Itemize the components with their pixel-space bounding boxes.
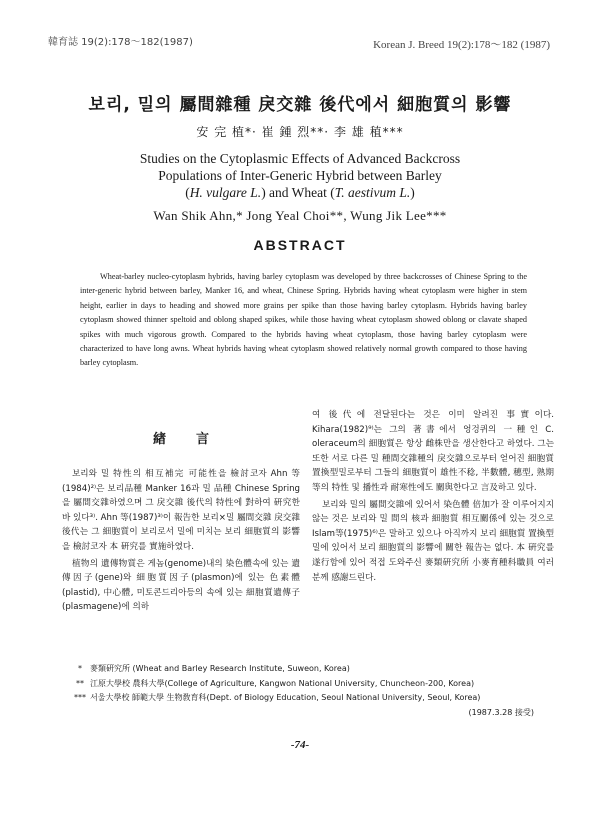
footnote-mark: *** — [74, 693, 86, 702]
footnote — [70, 691, 550, 706]
footnote-mark: * — [78, 664, 82, 673]
abstract-heading: ABSTRACT — [253, 237, 347, 253]
species-wheat: T. aestivum L. — [334, 185, 411, 200]
journal-header-english: Korean J. Breed 19(2):178～182 (1987) — [373, 39, 550, 51]
intro-paragraph: 여 後代에 전달된다는 것은 이미 알려진 事實이다. Kihara(1982)⁹⁾는 그의 著書에서 엉겅퀴의 一種인 C. oleraceum의 細胞質은 항상 雌株만을 생산한다고 하였다. 그는 또한 서로 다른 밀 種間交雜種의 戾交雜으로부터 얻어진 細胞質 置換型밀로부터 그들의 細胞質이 雄性不稔, 半數體, 穗型, 熟期等의 特性 및 播性과 耐寒性에도 關與한다고 言及하고 있다. — [312, 410, 554, 493]
title-and-wheat: ) and Wheat ( — [261, 185, 335, 200]
abstract-text: Wheat-barley nucleo-cytoplasm hybrids, having barley cytoplasm was developed by three backcrosses of Chinese Spring to the inter-generic hybrid between barley, Manker 16, and wheat, Chinese Spring. Hybrids having wheat cytoplasm were higher in stem height, earlier in days to heading and showed more grains per spike than those having barley cytoplasm. Hybrids having barley cytoplasm showed thinner speltoid and oblong shaped spikes, while those having wheat cytoplasm showed oblong or clavate shaped spikes with much vigorous growth. Compared to the hybrids having wheat cytoplasm, those having barley cytoplasm were characterized to have long awns. Wheat hybrids having wheat cytoplasm showed relatively normal growth compared to those having barley cytoplasm. — [80, 272, 527, 368]
footnote-mark: ** — [76, 678, 84, 688]
title-english-line-2: Populations of Inter-Generic Hybrid between Barley — [158, 168, 442, 183]
intro-left-column — [62, 428, 300, 617]
authors-english: Wan Shik Ahn,* Jong Yeal Choi**, Wung Jik Lee*** — [153, 208, 447, 223]
intro-paragraph: 보리와 밀의 屬間交雜에 있어서 染色體 倍加가 잘 이루어지지 않는 것은 보리와 밀 間의 核과 細胞質 相互關係에 있는 것으로 Islam等(1975)⁶⁾은 말하고 있으나 아직까지 보리 細胞質 置換型 밀에 있어서 보리 細胞質의 影響에 關한 報告는 없다. 本 硏究를 遂行함에 있어 적접 도와주신 麥類硏究所 小麥育種科職員 여러분께 感謝드린다. — [312, 499, 554, 583]
title-english-line-3 — [0, 184, 600, 201]
species-barley: H. vulgare L. — [189, 185, 262, 200]
title-paren-open: ( — [185, 185, 190, 200]
title-english-line-1: Studies on the Cytoplasmic Effects of Advanced Backcross — [139, 151, 461, 166]
journal-header-korean: 韓育誌 19(2):178～182(1987) — [48, 37, 193, 48]
page-number: -74- — [290, 739, 310, 751]
footnote — [70, 677, 550, 692]
title-paren-close: ) — [410, 185, 415, 200]
received-date: (1987.3.28 接受) — [468, 707, 534, 717]
introduction-heading: 緖言 — [152, 432, 239, 447]
title-korean: 보리, 밀의 屬間雜種 戾交雜 後代에서 細胞質의 影響 — [88, 95, 512, 115]
footnote-text: 서울大學校 師範大學 生物敎育科(Dept. of Biology Education, Seoul National University, Seoul, Korea) — [90, 693, 481, 702]
authors-korean: 安 完 植*· 崔 鍾 烈**· 李 雄 稙*** — [196, 125, 404, 139]
affiliation-footnotes — [70, 662, 550, 720]
footnote — [70, 662, 550, 677]
intro-right-column — [312, 408, 554, 587]
intro-paragraph: 보리와 밀 特性의 相互補完 可能性을 檢討코자 Ahn 等(1984)²⁾은 보리品種 Manker 16과 밀 品種 Chinese Spring을 屬間交雜하였으며 그 戾交雜 後代의 特性에 對하여 硏究한 바 있다³⁾. Ahn 等(1987)³⁾이 報告한 보리×밀 屬間交雜 戾交雜後代는 그 細胞質이 보리로서 밀에 미치는 보리 細胞質의 影響을 檢討코자 本 硏究를 實施하였다. — [62, 469, 300, 552]
footnote-text: 麥類硏究所 (Wheat and Barley Research Institute, Suweon, Korea) — [90, 664, 350, 673]
intro-paragraph: 植物의 遺傳物質은 게놈(genome)내의 染色體속에 있는 遺傳因子(gene)와 細胞質因子(plasmon)에 있는 色素體(plastid), 中心體, 미토콘드리아등의 속에 있는 細胞質遺傳子(plasmagene)에 의하 — [62, 558, 300, 613]
footnote-text: 江原大學校 農科大學(College of Agriculture, Kangwon National University, Chuncheon-200, Korea) — [90, 678, 475, 688]
title-english — [0, 150, 600, 201]
